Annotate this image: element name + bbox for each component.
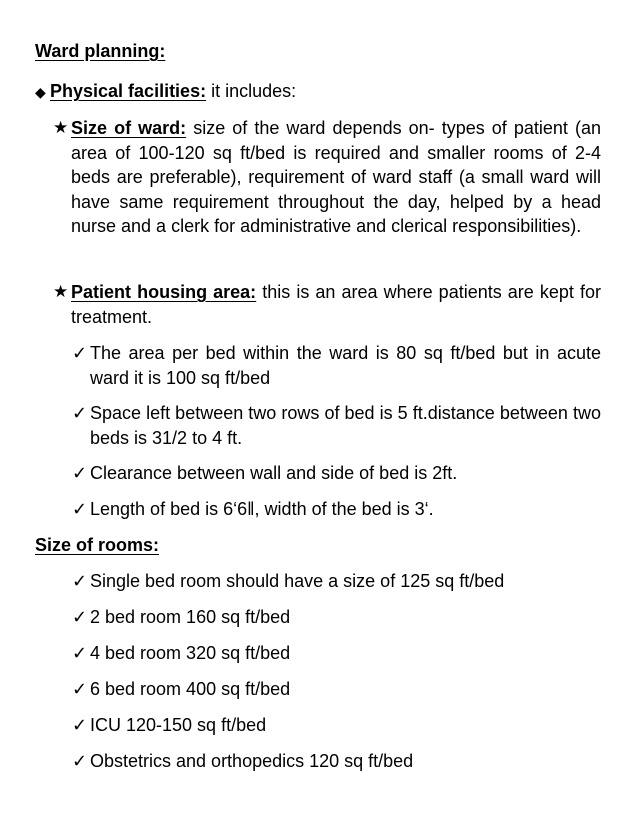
check-list-item	[72, 677, 601, 701]
physical-facilities-label: Physical facilities:	[50, 81, 207, 101]
check-item-text: Clearance between wall and side of bed is 2ft.	[90, 463, 458, 483]
check-item-text: The area per bed within the ward is 80 sq ft/bed but in acute ward it is 100 sq ft/bed	[90, 343, 601, 388]
size-of-ward-item	[53, 116, 601, 239]
size-of-ward-label: Size of ward:	[71, 118, 187, 138]
patient-housing-text: this is an area where patients are kept for treatment.	[71, 282, 601, 327]
diamond-bullet-icon: ◆	[35, 84, 46, 100]
check-item-text: ICU 120-150 sq ft/bed	[90, 715, 267, 735]
check-list-item	[72, 497, 601, 521]
check-item-text: Space left between two rows of bed is 5 ft.distance between two beds is 31/2 to 4 ft.	[90, 403, 601, 448]
check-item-text: Obstetrics and orthopedics 120 sq ft/bed	[90, 751, 414, 771]
star-bullet-icon: ★	[53, 282, 69, 301]
check-list-item	[72, 341, 601, 390]
check-list-item	[72, 605, 601, 629]
patient-housing-label: Patient housing area:	[71, 282, 257, 302]
check-item-text: 6 bed room 400 sq ft/bed	[90, 679, 291, 699]
patient-housing-item	[53, 280, 601, 329]
checkmark-icon: ✓	[72, 403, 88, 423]
check-list-item	[72, 569, 601, 593]
physical-facilities-item	[35, 79, 615, 103]
check-list-item	[72, 641, 601, 665]
check-list-item	[72, 749, 601, 773]
checkmark-icon: ✓	[72, 343, 88, 363]
checkmark-icon: ✓	[72, 643, 88, 663]
size-of-ward-text: size of the ward depends on- types of patient (an area of 100-120 sq ft/bed is required and smaller rooms of 2-4 beds are preferable), requirement of ward staff (a small ward will have same requirement throughout the day, helped by a head nurse and a clerk for administrative and clerical responsibilities).	[71, 118, 601, 237]
physical-facilities-text: it includes:	[206, 81, 297, 101]
checkmark-icon: ✓	[72, 751, 88, 771]
check-list-item	[72, 401, 601, 450]
ward-planning-heading: Ward planning:	[35, 41, 166, 61]
size-of-rooms-heading: Size of rooms:	[35, 535, 160, 555]
checkmark-icon: ✓	[72, 571, 88, 591]
checkmark-icon: ✓	[72, 463, 88, 483]
checkmark-icon: ✓	[72, 607, 88, 627]
checkmark-icon: ✓	[72, 499, 88, 519]
check-list-item	[72, 713, 601, 737]
check-item-text: Single bed room should have a size of 125 sq ft/bed	[90, 571, 505, 591]
checkmark-icon: ✓	[72, 679, 88, 699]
check-item-text: Length of bed is 6‘6‖, width of the bed is 3‘.	[90, 499, 434, 519]
check-item-text: 2 bed room 160 sq ft/bed	[90, 607, 291, 627]
check-list-item	[72, 461, 601, 485]
check-item-text: 4 bed room 320 sq ft/bed	[90, 643, 291, 663]
checkmark-icon: ✓	[72, 715, 88, 735]
star-bullet-icon: ★	[53, 118, 69, 137]
